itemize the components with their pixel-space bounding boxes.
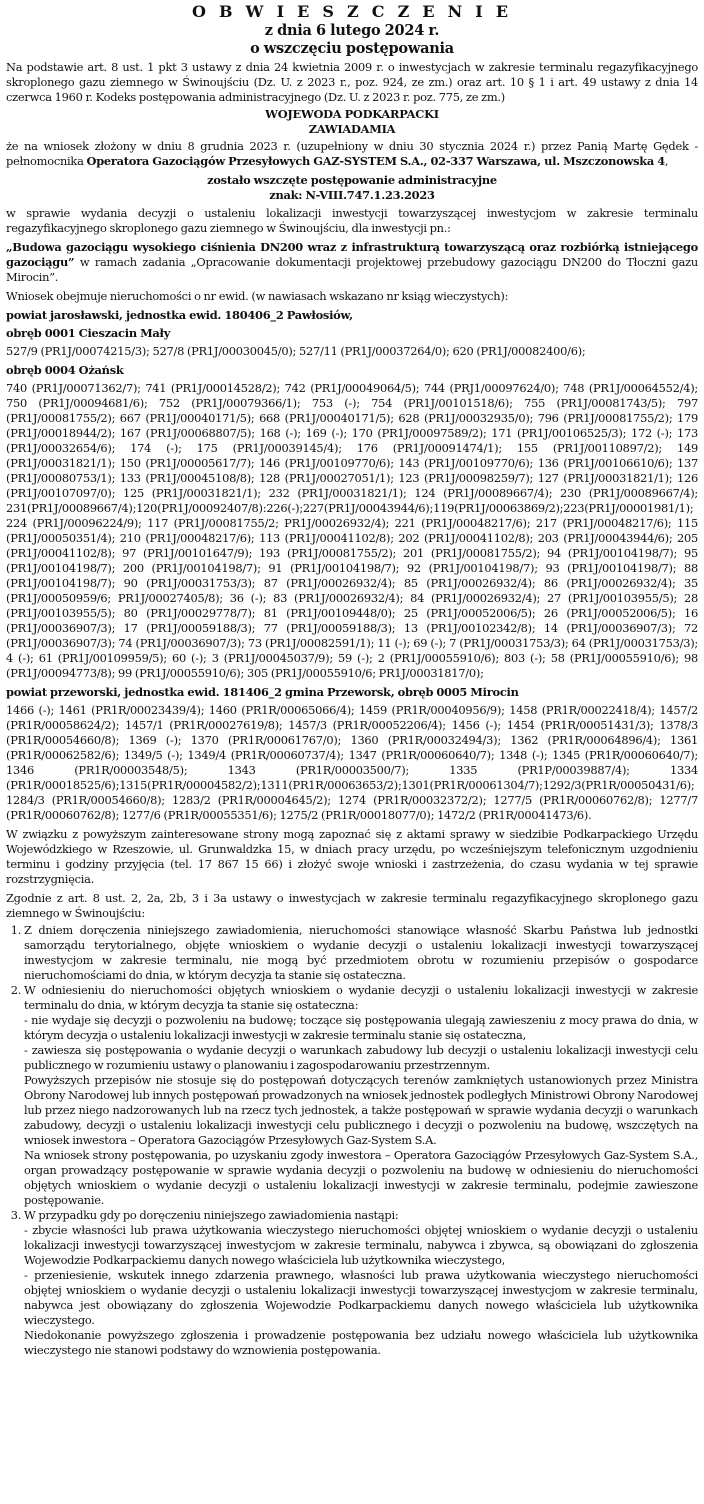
matter-paragraph: w sprawie wydania decyzji o ustaleniu lokalizacji inwestycji towarzyszącej inwestycjom w zakresie terminalu regazyfikacyjnego skroplonego gazu ziemnego w Świnoujściu, dla inwestycji pn.: bbox=[6, 206, 698, 235]
notice-subject: o wszczęciu postępowania bbox=[250, 40, 454, 57]
precinct-heading-2: obręb 0004 Ożańsk bbox=[6, 363, 124, 377]
precinct-heading-1: obręb 0001 Cieszacin Mały bbox=[6, 326, 171, 340]
provisions-list bbox=[6, 923, 698, 1358]
applicant-name: Operatora Gazociągów Przesyłowych GAZ-SYSTEM S.A., 02-337 Warszawa, ul. Mszczonowska 4 bbox=[86, 154, 665, 168]
request-paragraph: że na wniosek złożony w dniu 8 grudnia 2023 r. (uzupełniony w dniu 30 stycznia 2024 r.) przez Panią Martę Gędek - pełnomocnika Operatora Gazociągów Przesyłowych GAZ-SYSTEM S.A., 02-337 Warszawa, ul. Mszczonowska 4, bbox=[6, 139, 698, 168]
access-info: W związku z powyższym zainteresowane strony mogą zapoznać się z aktami sprawy w siedzibie Podkarpackiego Urzędu Wojewódzkiego w Rzeszowie, ul. Grunwaldzka 15, w dniach pracy urzędu, po wcześniejszym telefonicznym uzgodnieniu terminu i godziny przyjęcia (tel. 17 867 15 66) i złożyć swoje wnioski i zastrzeżenia, do czasu wydania w tej sprawie rozstrzygnięcia. bbox=[6, 827, 698, 886]
notice-title: O B W I E S Z C Z E N I E bbox=[191, 2, 513, 21]
according-intro: Zgodnie z art. 8 ust. 2, 2a, 2b, 3 i 3a ustawy o inwestycjach w zakresie terminalu regazyfikacyjnego skroplonego gazu ziemnego w Świnoujściu: bbox=[6, 891, 698, 920]
initiated-heading: zostało wszczęte postępowanie administracyjne bbox=[207, 173, 497, 187]
provision-item-2: 2. W odniesieniu do nieruchomości objętych wnioskiem o wydanie decyzji o ustaleniu lokalizacji inwestycji w zakresie terminalu do dnia, w którym decyzja ta stanie się ostateczna: - nie wydaje się decyzji o pozwoleniu na budowę; toczące się postępowania ulegają zawieszeniu z mocy prawa do dnia, w którym decyzja o ustaleniu lokalizacji inwestycji w zakresie terminalu stanie się ostateczna, - zawiesza się postępowania o wydanie decyzji o warunkach zabudowy lub decyzji o ustaleniu lokalizacji inwestycji celu publicznego w rozumieniu ustawy o planowaniu i zagospodarowaniu przestrzennym. Powyższych przepisów nie stosuje się do postępowań dotyczących terenów zamkniętych ustanowionych przez Ministra Obrony Narodowej lub innych postępowań prowadzonych na wniosek jednostek podległych Ministrowi Obrony Narodowej lub przez niego nadzorowanych lub na rzecz tych jednostek, a także postępowań w sprawie wydania decyzji o warunkach zabudowy, decyzji o ustaleniu lokalizacji inwestycji celu publicznego i decyzji o pozwoleniu na budowę, wszczętych na wniosek inwestora – Operatora Gazociągów Przesyłowych Gaz-System S.A. Na wniosek strony postępowania, po uzyskaniu zgody inwestora – Operatora Gazociągów Przesyłowych Gaz-System S.A., organ prowadzący postępowanie w sprawie wydania decyzji o pozwoleniu na budowę w odniesieniu do nieruchomości objętych wnioskiem o wydanie decyzji o ustaleniu lokalizacji inwestycji w zakresie terminalu, podejmie zawieszone postępowanie. bbox=[24, 983, 698, 1208]
notice-document bbox=[6, 0, 698, 1358]
scope-intro: Wniosek obejmuje nieruchomości o nr ewid. (w nawiasach wskazano nr ksiąg wieczystych): bbox=[6, 289, 509, 303]
parcel-list-1: 527/9 (PR1J/00074215/3); 527/8 (PR1J/00030045/0); 527/11 (PR1J/00037264/0); 620 (PR1J/00082400/6); bbox=[6, 344, 586, 358]
authority-name: WOJEWODA PODKARPACKI bbox=[265, 107, 439, 121]
provision-item-3: 3. W przypadku gdy po doręczeniu niniejszego zawiadomienia nastąpi: - zbycie własności lub prawa użytkowania wieczystego nieruchomości objętej wnioskiem o wydanie decyzji o ustaleniu lokalizacji inwestycji towarzyszącej inwestycjom w zakresie terminalu, nabywca i zbywca, są obowiązani do zgłoszenia Wojewodzie Podkarpackiemu danych nowego właściciela lub użytkownika wieczystego, - przeniesienie, wskutek innego zdarzenia prawnego, własności lub prawa użytkowania wieczystego nieruchomości objętej wnioskiem o wydanie decyzji o ustaleniu lokalizacji inwestycji towarzyszącej inwestycjom w zakresie terminalu, nabywca jest obowiązany do zgłoszenia Wojewodzie Podkarpackiemu danych nowego właściciela lub użytkownika wieczystego. Niedokonanie powyższego zgłoszenia i prowadzenie postępowania bez udziału nowego właściciela lub użytkownika wieczystego nie stanowi podstawy do wznowienia postępowania. bbox=[24, 1208, 698, 1358]
project-paragraph: „Budowa gazociągu wysokiego ciśnienia DN200 wraz z infrastrukturą towarzyszącą oraz rozbiórką istniejącego gazociągu” w ramach zadania „Opracowanie dokumentacji projektowej przebudowy gazociągu DN200 do Tłoczni gazu Mirocin”. bbox=[6, 240, 698, 284]
legal-basis: Na podstawie art. 8 ust. 1 pkt 3 ustawy z dnia 24 kwietnia 2009 r. o inwestycjach w zakresie terminalu regazyfikacyjnego skroplonego gazu ziemnego w Świnoujściu (Dz. U. z 2023 r., poz. 924, ze zm.) oraz art. 10 § 1 i art. 49 ustawy z dnia 14 czerwca 1960 r. Kodeks postępowania administracyjnego (Dz. U. z 2023 r. poz. 775, ze zm.) bbox=[6, 60, 698, 104]
notifies-heading: ZAWIADAMIA bbox=[308, 122, 396, 136]
provision-item-1: 1. Z dniem doręczenia niniejszego zawiadomienia, nieruchomości stanowiące własność Skarbu Państwa lub jednostki samorządu terytorialnego, objęte wnioskiem o wydanie decyzji o ustaleniu lokalizacji inwestycji towarzyszącej inwestycjom w zakresie terminalu, nie mogą być przedmiotem obrotu w rozumieniu przepisów o gospodarce nieruchomościami do dnia, w którym decyzja ta stanie się ostateczna. bbox=[24, 923, 698, 983]
district-heading-2: powiat przeworski, jednostka ewid. 181406_2 gmina Przeworsk, obręb 0005 Mirocin bbox=[6, 685, 519, 699]
district-heading-1: powiat jarosławski, jednostka ewid. 180406_2 Pawłosiów, bbox=[6, 308, 353, 322]
case-reference: znak: N-VIII.747.1.23.2023 bbox=[269, 188, 435, 202]
notice-date: z dnia 6 lutego 2024 r. bbox=[264, 22, 440, 39]
parcel-list-3: 1466 (-); 1461 (PR1R/00023439/4); 1460 (PR1R/00065066/4); 1459 (PR1R/00040956/9); 1458 (PR1R/00022418/4); 1457/2 (PR1R/00058624/2); 1457/1 (PR1R/00027619/8); 1457/3 (PR1R/00052206/4); 1456 (-); 1454 (PR1R/00051431/3); 1378/3 (PR1R/00054660/8); 1369 (-); 1370 (PR1R/00061767/0); 1360 (PR1R/00032494/3); 1362 (PR1R/00064896/4); 1361 (PR1R/00062582/6); 1349/5 (-); 1349/4 (PR1R/00060737/4); 1347 (PR1R/00060640/7); 1348 (-); 1345 (PR1R/00060640/7); 1346 (PR1R/00003548/5); 1343 (PR1R/00003500/7); 1335 (PR1P/00039887/4); 1334 (PR1R/00018525/6);1315(PR1R/00004582/2);1311(PR1R/00063653/2);1301(PR1R/00061304/7);1292/3(PR1R/00050431/6); 1284/3 (PR1R/00054660/8); 1283/2 (PR1R/00004645/2); 1274 (PR1R/00032372/2); 1277/5 (PR1R/00060762/8); 1277/7 (PR1R/00060762/8); 1277/6 (PR1R/00055351/6); 1275/2 (PR1R/00018077/0); 1472/2 (PR1R/00041473/6). bbox=[6, 703, 698, 822]
project-name: „Budowa gazociągu wysokiego ciśnienia DN200 wraz z infrastrukturą towarzyszącą oraz rozbiórką istniejącego gazociągu” bbox=[6, 240, 698, 269]
parcel-list-2: 740 (PR1J/00071362/7); 741 (PR1J/00014528/2); 742 (PR1J/00049064/5); 744 (PRJ1/00097624/0); 748 (PR1J/00064552/4); 750 (PR1J/00094681/6); 752 (PR1J/00079366/1); 753 (-); 754 (PR1J/00101518/6); 755 (PR1J/00081743/5); 797 (PR1J/00081755/2); 667 (PR1J/00040171/5); 668 (PR1J/00040171/5); 628 (PR1J/00032935/0); 796 (PR1J/00081755/2); 179 (PR1J/00018944/2); 167 (PR1J/00068807/5); 168 (-); 169 (-); 170 (PR1J/00097589/2); 171 (PR1J/00106525/3); 172 (-); 173 (PR1J/00032654/6); 174 (-); 175 (PR1J/00039145/4); 176 (PR1J/00091474/1); 155 (PR1J/00110897/2); 149 (PR1J/00031821/1); 150 (PR1J/00005617/7); 146 (PR1J/00109770/6); 143 (PR1J/00109770/6); 136 (PR1J/00106610/6); 137 (PR1J/00080753/1); 133 (PR1J/00045108/8); 128 (PR1J/00027051/1); 123 (PR1J/00098259/7); 127 (PR1J/00031821/1); 126 (PR1J/00107097/0); 125 (PR1J/00031821/1); 232 (PR1J/00031821/1); 124 (PR1J/00089667/4); 230 (PR1J/00089667/4); 231(PR1J/00089667/4);120(PR1J/00092407/8):226(-);227(PR1J/00043944/6);119(PR1J/00063869/2);223(PR1J/00001981/1); 224 (PR1J/00096224/9); 117 (PR1J/00081755/2; PR1J/00026932/4); 221 (PR1J/00048217/6); 217 (PR1J/00048217/6); 115 (PR1J/00050351/4); 210 (PR1J/00048217/6); 113 (PR1J/00041102/8); 202 (PR1J/00041102/8); 203 (PR1J/00043944/6); 205 (PR1J/00041102/8); 97 (PR1J/00101647/9); 193 (PR1J/00081755/2); 201 (PR1J/00081755/2); 94 (PR1J/00104198/7); 95 (PR1J/00104198/7); 200 (PR1J/00104198/7); 91 (PR1J/00104198/7); 92 (PR1J/00104198/7); 93 (PR1J/00104198/7); 88 (PR1J/00104198/7); 90 (PR1J/00031753/3); 87 (PR1J/00026932/4); 85 (PR1J/00026932/4); 86 (PR1J/00026932/4); 35 (PR1J/00050959/6; PR1J/00027405/8); 36 (-); 83 (PR1J/00026932/4); 84 (PR1J/00026932/4); 27 (PR1J/00103955/5); 28 (PR1J/00103955/5); 80 (PR1J/00029778/7); 81 (PR1J/00109448/0); 25 (PR1J/00052006/5); 26 (PR1J/00052006/5); 16 (PR1J/00036907/3); 17 (PR1J/00059188/3); 77 (PR1J/00059188/3); 13 (PR1J/00102342/8); 14 (PR1J/00036907/3); 72 (PR1J/00036907/3); 74 (PR1J/00036907/3); 73 (PR1J/00082591/1); 11 (-); 69 (-); 7 (PR1J/00031753/3); 64 (PR1J/00031753/3); 4 (-); 61 (PR1J/00109959/5); 60 (-); 3 (PR1J/00045037/9); 59 (-); 2 (PR1J/00055910/6); 803 (-); 58 (PR1J/00055910/6); 98 (PR1J/00094773/8); 99 (PR1J/00055910/6); 305 (PR1J/00055910/6; PR1J/00031817/0); bbox=[6, 381, 698, 680]
